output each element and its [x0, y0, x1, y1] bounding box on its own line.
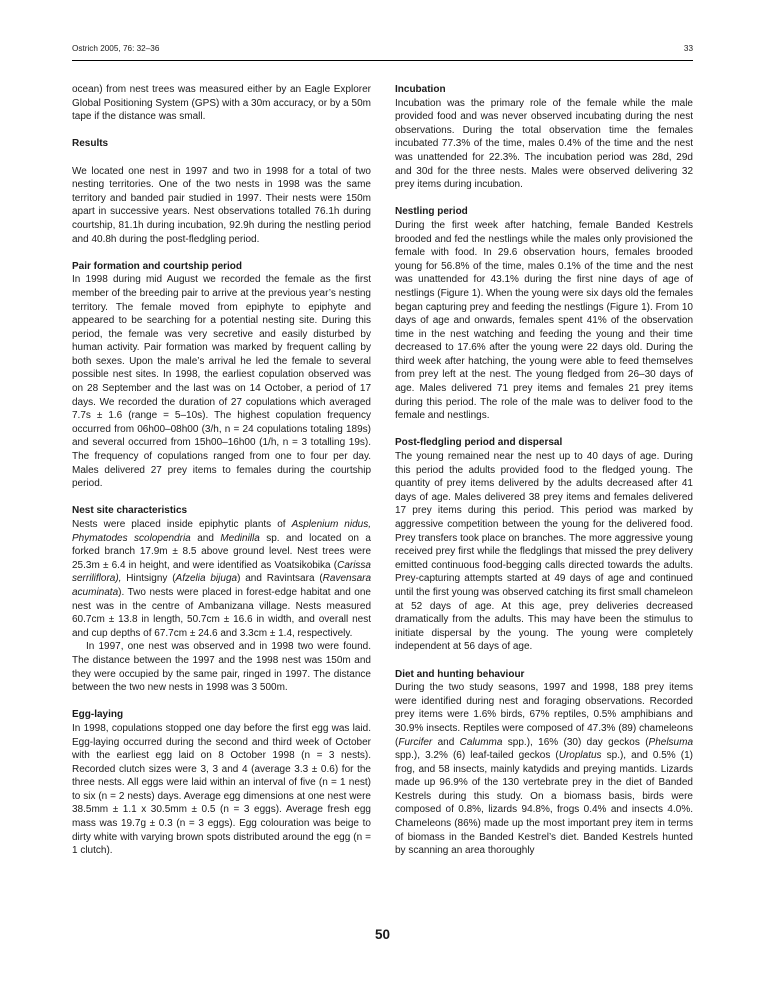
- nestling-heading: Nestling period: [395, 206, 468, 218]
- header-rule: [72, 60, 693, 61]
- nest-site-paragraph: Nests were placed inside epiphytic plants of Asplenium nidus, Phymatodes scolopendria and Medinilla sp. and located on a forked branch 17.9m ± 8.5 above ground level. Nest trees were 25.3m ± 6.4 in height, and were identified as Voatsikobika (Carissa serriliflora), Hintsigny (Afzelia bijuga) and Ravintsara (Ravensara acuminata). Two nests were placed in forest-edge habitat and one nest was in the centre of Ambanizana village. Nests measured 60.7cm ± 13.8 in length, 50.7cm ± 16.6 in width, and overall nest and cup depths of 67.7cm ± 24.6 and 3.3cm ± 1.4, respectively.: [72, 519, 372, 639]
- incubation-paragraph: Incubation was the primary role of the female while the male provided food and was never observed incubating during the nest observations. During the total observation time the females incubated 77.3% of the time, males 0.4% of the time and the nest was unattended for 22.3%. The incubation period was 28d, 29d and 30d for the three nests. Males were observed delivering 32 prey items during incubation.: [395, 97, 693, 191]
- right-column: [395, 83, 693, 858]
- pair-formation-paragraph: In 1998 during mid August we recorded the female as the first member of the breeding pair to arrive at the previous year’s nesting territory. The female moved from epiphyte to epiphyte and appeared to be searching for a potential nesting site. During this period, the female was very secretive and easily disturbed by human activity. Pair formation was marked by frequent calling by both sexes. Upon the male’s arrival he led the female to several possible nest sites. In 1998, the earliest copulation observed was on 28 September and the last was on 14 October, a period of 17 days. We recorded the duration of 27 copulations which averaged 7.7s ± 1.6 (range = 5–10s). The highest copulation frequency occurred from 06h00–08h00 (3/h, n = 24 copulations totaling 189s) and several occurred from 15h00–16h00 (1/h, n = 3 totalling 19s). The frequency of copulations ranged from one to four per day. Males delivered 27 prey items to females during the courtship period.: [72, 274, 371, 490]
- results-paragraph: We located one nest in 1997 and two in 1998 for a total of two nesting territories. One of the two nests in 1998 was the same territory and banded pair studied in 1997. Their nests were 150m apart in successive years. Nest observations totalled 76.1h during courtship, 81.1h during incubation, 92.9h during the nestling period and 40.8h during the post-fledgling period.: [72, 165, 371, 245]
- post-fledgling-heading: Post-fledgling period and dispersal: [395, 437, 563, 449]
- nest-site-heading: Nest site characteristics: [72, 505, 188, 517]
- nest-distance-paragraph: In 1997, one nest was observed and in 1998 two were found. The distance between the 1997 and the 1998 nest was 150m and they were occupied by the same pair, ringed in 1997. The distance between the two new nests in 1998 was 3 500m.: [72, 641, 371, 694]
- page-number: 33: [683, 44, 693, 53]
- incubation-heading: Incubation: [395, 84, 446, 95]
- nestling-paragraph: During the first week after hatching, female Banded Kestrels brooded and fed the nestlings while the males only provisioned the female with food. In 29.6 observation hours, females brooded young for 56.8% of the time, males 0.1% of the time and the nest was unattended for 43.1% during the first nine days of age of nestlings (Figure 1). When the young were six days old the females began capturing prey and feeding the nestlings (Figure 1). From 10 days of age and onwards, females spent 41% of the observation time in the nest watching and feeding the young and their time decreased to 17.6% after the young were 22 days old. During the third week after hatching, the young were able to feed themselves from prey left at the nest. The young fledged from 26–30 days of age. Males delivered 71 prey items and females 21 prey items during this period. The role of the male was to deliver food to the female and nestlings.: [395, 219, 693, 422]
- diet-heading: Diet and hunting behaviour: [395, 668, 525, 680]
- egg-laying-paragraph: In 1998, copulations stopped one day before the first egg was laid. Egg-laying occurred during the second and third week of October with the earliest egg laid on 8 October 1998 (n = 3 nests). Recorded clutch sizes were 3, 3 and 4 (average 3.3 ± 0.6) for the three nests. All eggs were laid within an interval of five (n = 1 nest) to six (n = 2 nests) days. Average egg dimensions at one nest were 38.5mm ± 1.1 x 30.5mm ± 0.5 (n = 3 eggs). Average fresh egg mass was 19.7g ± 0.3 (n = 3 eggs). Egg colouration was beige to dirty white with varying brown spots distributed around the egg (n = 1 clutch).: [72, 722, 371, 857]
- diet-paragraph: During the two study seasons, 1997 and 1998, 188 prey items were identified during nest and foraging observations. Recorded prey items were 1.6% birds, 67% reptiles, 0.5% amphibians and 30.9% insects. Reptiles were composed of 47.3% (89) chameleons (Furcifer and Calumma spp.), 16% (30) day geckos (Phelsuma spp.), 3.2% (6) leaf-tailed geckos (Uroplatus sp.), and 0.5% (1) frog, and 58 insects, mainly katydids and preying mantids. Lizards made up 96.9% of the 130 vertebrate prey in the diet of Banded Kestrels during this study. On a biomass basis, birds were composed of 0.8%, lizards 94.8%, frogs 0.4% and insects 4.0%. Chameleons (86%) made up the most important prey item in terms of biomass in the Banded Kestrel’s diet. Banded Kestrels hunted by scanning an area thoroughly: [395, 682, 693, 857]
- post-fledgling-paragraph: The young remained near the nest up to 40 days of age. During this period the adults provided food to the fledged young. The quantity of prey items delivered by the adults decreased after 41 days of age. Males delivered 38 prey items and females delivered 17 prey items during this period. This period was marked by aggressive competition between the young for the delivered food. Prey transfers took place on branches. The more aggressive young received prey first while the fledglings that missed the prey delivery emitted continuous food-begging calls directed towards the adults. Prey-capturing attempts started at 49 days of age and continued until the first young was observed catching its first small chameleon at 52 days of age. At this age, prey deliveries decreased dramatically from the adults. This may have been the stimulus to initiate dispersal by the young. The young were completely independent at 56 days of age.: [395, 451, 693, 653]
- left-column: [72, 83, 371, 858]
- results-heading: Results: [72, 138, 109, 150]
- running-header: [72, 44, 693, 58]
- gps-paragraph: ocean) from nest trees was measured either by an Eagle Explorer Global Positioning System (GPS) with a 30m accuracy, or by a 50m tape if the distance was small.: [72, 84, 371, 123]
- pair-formation-heading: Pair formation and courtship period: [72, 260, 243, 272]
- journal-citation: Ostrich 2005, 76: 32–36: [72, 44, 160, 53]
- egg-laying-heading: Egg-laying: [72, 709, 124, 721]
- folio-number: 50: [374, 927, 391, 942]
